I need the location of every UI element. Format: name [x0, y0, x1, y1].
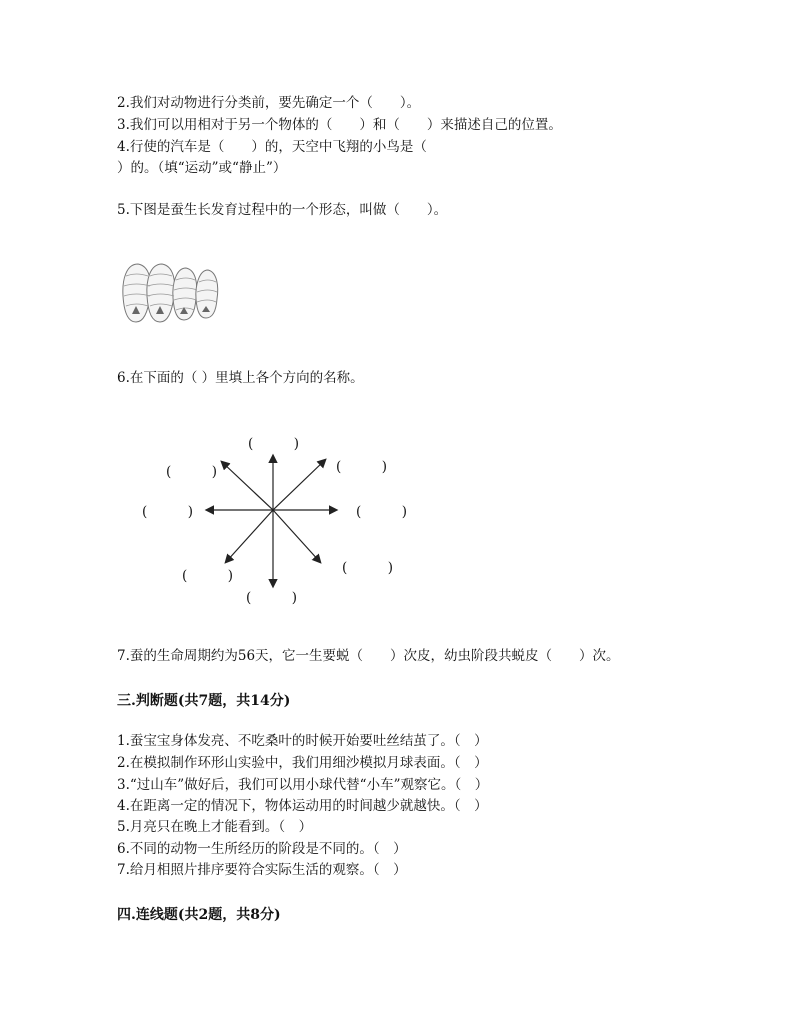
question-5: 5.下图是蚕生长发育过程中的一个形态，叫做（ ）。 — [117, 202, 448, 218]
compass-blank-southwest: ( ) — [182, 568, 234, 584]
question-4-line-2: ）的。（填“运动”或“静止”） — [117, 160, 287, 176]
compass-blank-northwest: ( ) — [166, 464, 218, 480]
question-4-line-1: 4.行使的汽车是（ ）的，天空中飞翔的小鸟是（ — [117, 139, 427, 155]
compass-blank-northeast: ( ) — [336, 459, 388, 475]
true-false-item: 1.蚕宝宝身体发亮、不吃桑叶的时候开始要吐丝结茧了。（ ） — [117, 733, 488, 749]
compass-blank-south: ( ) — [246, 590, 298, 606]
compass-blank-southeast: ( ) — [342, 560, 394, 576]
true-false-item: 2.在模拟制作环形山实验中，我们用细沙模拟月球表面。（ ） — [117, 755, 488, 771]
compass-blank-west: ( ) — [142, 504, 194, 520]
question-2: 2.我们对动物进行分类前，要先确定一个（ ）。 — [117, 95, 421, 111]
question-7: 7.蚕的生命周期约为56天，它一生要蜕（ ）次皮，幼虫阶段共蜕皮（ ）次。 — [117, 648, 620, 664]
cocoon-pupa-icon — [120, 262, 230, 324]
true-false-item: 7.给月相照片排序要符合实际生活的观察。（ ） — [117, 862, 407, 878]
compass-blank-north: ( ) — [248, 436, 300, 452]
question-3: 3.我们可以用相对于另一个物体的（ ）和（ ）来描述自己的位置。 — [117, 117, 562, 133]
true-false-item: 5.月亮只在晚上才能看到。（ ） — [117, 819, 313, 835]
section-4-heading: 四.连线题(共2题，共8分) — [117, 907, 281, 923]
section-3-heading: 三.判断题(共7题，共14分) — [117, 693, 291, 709]
question-6: 6.在下面的（ ）里填上各个方向的名称。 — [117, 370, 364, 386]
true-false-item: 4.在距离一定的情况下，物体运动用的时间越少就越快。（ ） — [117, 798, 488, 814]
true-false-item: 6.不同的动物一生所经历的阶段是不同的。（ ） — [117, 841, 407, 857]
compass-blank-east: ( ) — [356, 504, 408, 520]
true-false-item: 3.“过山车”做好后，我们可以用小球代替“小车”观察它。（ ） — [117, 777, 489, 793]
